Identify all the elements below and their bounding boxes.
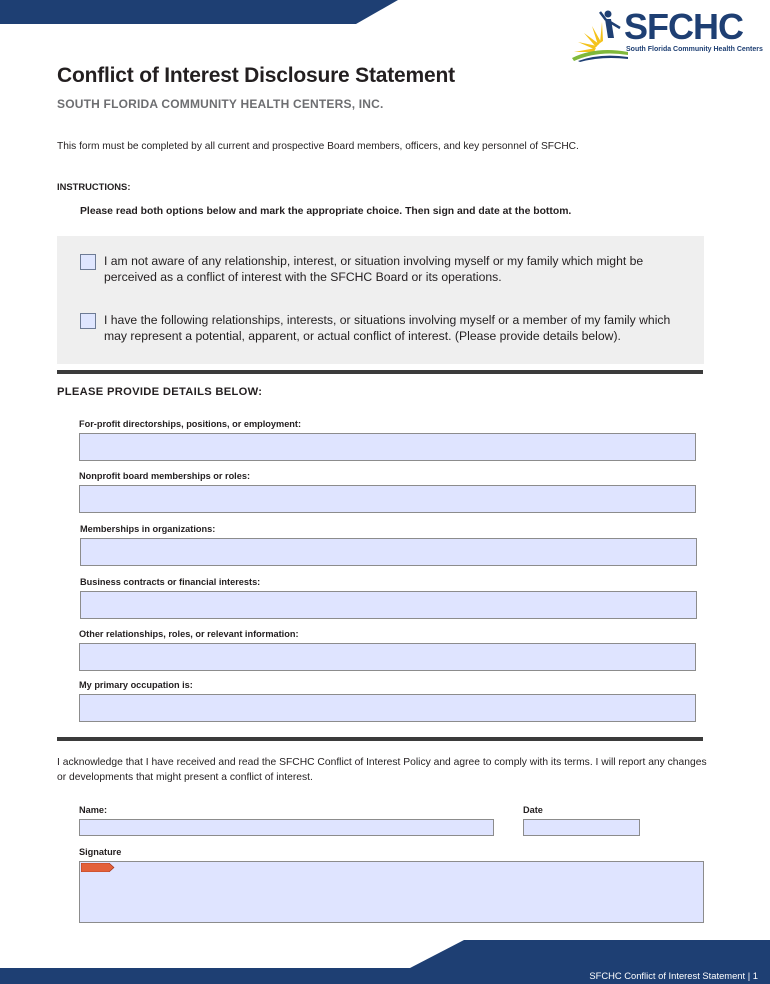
section-divider (57, 370, 703, 374)
signature-label: Signature (79, 847, 122, 857)
nonprofit-label: Nonprofit board memberships or roles: (79, 471, 251, 481)
name-label: Name: (79, 805, 108, 815)
instructions-text: Please read both options below and mark the appropriate choice. Then sign and date at the bottom. (80, 206, 572, 217)
for-profit-field[interactable] (79, 433, 696, 461)
for-profit-label: For-profit directorships, positions, or employment: (79, 419, 302, 429)
date-field[interactable] (523, 819, 640, 836)
option-has-conflict-checkbox[interactable] (80, 313, 96, 329)
footer-page-label: SFCHC Conflict of Interest Statement | 1 (589, 970, 758, 981)
other-relationships-label: Other relationships, roles, or relevant information: (79, 629, 299, 639)
page-title: Conflict of Interest Disclosure Statement (57, 64, 455, 87)
memberships-field[interactable] (80, 538, 697, 566)
intro-text: This form must be completed by all current and prospective Board members, officers, and key personnel of SFCHC. (57, 141, 579, 152)
business-field[interactable] (80, 591, 697, 619)
section-divider (57, 737, 703, 741)
nonprofit-field[interactable] (79, 485, 696, 513)
occupation-label: My primary occupation is: (79, 680, 193, 690)
option-has-conflict-label: I have the following relationships, interests, or situations involving myself or a member of my family which may represent a potential, apparent, or actual conflict of interest. (Please provide details below). (104, 313, 671, 343)
signature-field[interactable] (79, 861, 704, 923)
option-no-conflict-checkbox[interactable] (80, 254, 96, 270)
signature-flag-icon (81, 863, 115, 872)
business-label: Business contracts or financial interests: (80, 577, 261, 587)
other-relationships-field[interactable] (79, 643, 696, 671)
sfchc-logo (570, 6, 763, 62)
details-heading: PLEASE PROVIDE DETAILS BELOW: (57, 386, 263, 398)
logo-wordmark: SFCHC (624, 6, 743, 47)
top-banner-shape (0, 0, 398, 24)
name-field[interactable] (79, 819, 494, 836)
organization-name: SOUTH FLORIDA COMMUNITY HEALTH CENTERS, INC. (57, 97, 384, 111)
option-no-conflict-label: I am not aware of any relationship, interest, or situation involving myself or my family which might be perceived as a conflict of interest with the SFCHC Board or its operations. (104, 254, 644, 284)
occupation-field[interactable] (79, 694, 696, 722)
instructions-label: INSTRUCTIONS: (57, 181, 131, 192)
sun-figure-icon (570, 8, 632, 62)
acknowledgement-text: I acknowledge that I have received and read the SFCHC Conflict of Interest Policy and agree to comply with its terms. I will report any changes or developments that might present a conflict of interest. (57, 757, 707, 783)
date-label: Date (523, 805, 543, 815)
memberships-label: Memberships in organizations: (80, 524, 216, 534)
logo-tagline: South Florida Community Health Centers (626, 46, 763, 53)
